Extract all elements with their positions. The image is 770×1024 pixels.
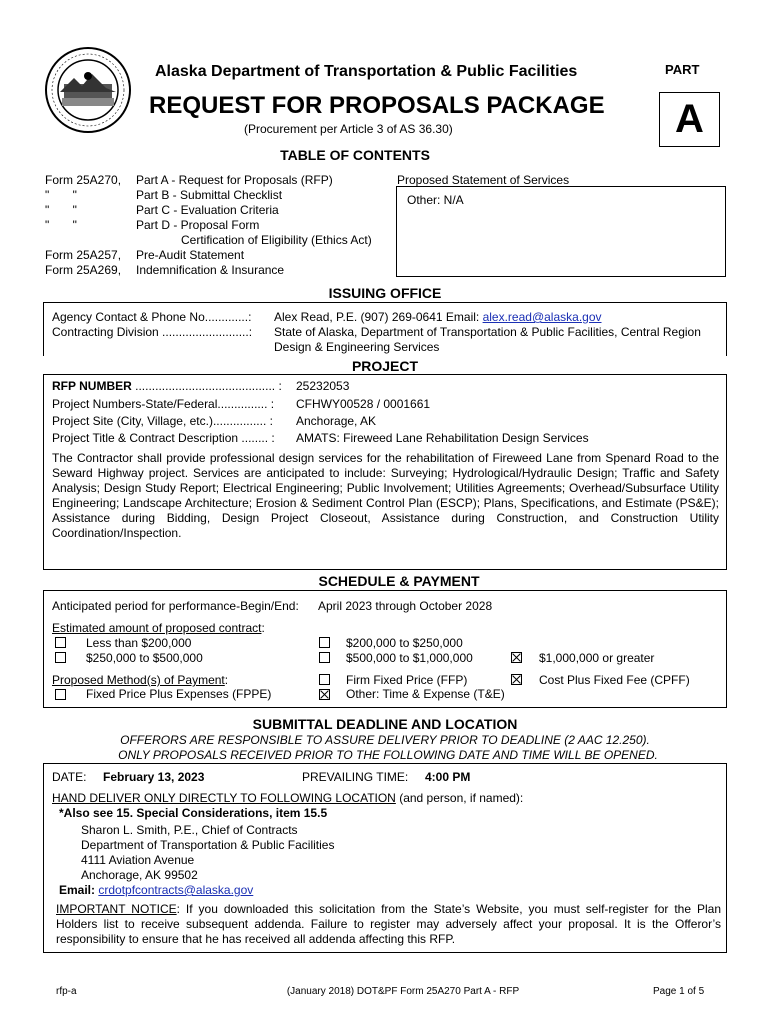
method-ffp-label: Firm Fixed Price (FFP) [346,673,468,687]
toc-row: Form 25A269, Indemnification & Insurance [45,263,285,277]
amount-500k-1m-checkbox[interactable] [319,652,330,663]
amount-250k-500k-checkbox[interactable] [55,652,66,663]
also-see-note: *Also see 15. Special Considerations, item 15.5 [59,806,328,820]
state-seal [44,46,132,134]
agency-name: Alaska Department of Transportation & Public Facilities [155,63,578,80]
date-value: February 13, 2023 [103,770,205,784]
delivery-address: Sharon L. Smith, P.E., Chief of Contracts Department of Transportation & Public Facilities 4111 Aviation Avenue Anchorage, AK 99502 [81,823,335,882]
part-letter: A [675,97,704,141]
page-subtitle: (Procurement per Article 3 of AS 36.30) [244,122,453,136]
toc-row: Form 25A257, Pre-Audit Statement [45,248,245,262]
project-site-value: Anchorage, AK [296,414,377,428]
project-site-label: Project Site (City, Village, etc.)................ : [52,414,273,428]
contact-label: Agency Contact & Phone No.............: [52,310,252,324]
toc-row: " " Part B - Submittal Checklist [45,188,283,202]
division-label: Contracting Division ..........................: [52,325,253,339]
pss-label: Proposed Statement of Services [397,173,570,187]
period-label: Anticipated period for performance-Begin/End: [52,599,299,613]
division-value-line1: State of Alaska, Department of Transportation & Public Facilities, Central Region [274,325,701,339]
rfp-number-value: 25232053 [296,379,350,393]
amount-over-1m-label: $1,000,000 or greater [539,651,655,665]
toc-list [45,173,395,278]
delivery-email: Email: crdotpfcontracts@alaska.gov [59,883,254,897]
amount-under-200k-checkbox[interactable] [55,637,66,648]
pss-other: Other: N/A [407,193,464,207]
footer-center: (January 2018) DOT&PF Form 25A270 Part A - RFP [286,986,520,997]
delivery-email-link[interactable]: crdotpfcontracts@alaska.gov [98,883,254,897]
project-title-value: AMATS: Fireweed Lane Rehabilitation Design Services [296,431,589,445]
contact-email-link[interactable]: alex.read@alaska.gov [482,310,602,324]
amount-200k-250k-checkbox[interactable] [319,637,330,648]
submittal-note-2: ONLY PROPOSALS RECEIVED PRIOR TO THE FOLLOWING DATE AND TIME WILL BE OPENED. [118,748,658,762]
method-other-label: Other: Time & Expense (T&E) [346,687,505,701]
footer-right: Page 1 of 5 [653,986,705,997]
method-fppe-label: Fixed Price Plus Expenses (FPPE) [86,687,272,701]
important-notice: IMPORTANT NOTICE: If you downloaded this solicitation from the State’s Website, you must self-register for the Plan Holders list to receive subsequent addenda. Failure to register may adversely affect your proposal. It is the Offeror’s responsibility to ensure that he has received all addenda affecting this RFP. [56,902,721,946]
submittal-title: SUBMITTAL DEADLINE AND LOCATION [252,716,518,732]
toc-row: Certification of Eligibility (Ethics Act) [181,233,372,247]
footer-left: rfp-a [56,986,77,997]
method-cpff-label: Cost Plus Fixed Fee (CPFF) [539,673,690,687]
method-label: Proposed Method(s) of Payment: [52,673,229,687]
method-cpff-checkbox[interactable] [511,674,522,685]
date-label: DATE: [52,770,87,784]
toc-row: Form 25A270, Part A - Request for Proposals (RFP) [45,173,333,187]
amount-label: Estimated amount of proposed contract: [52,621,265,635]
pss-box [396,186,726,277]
amount-under-200k-label: Less than $200,000 [86,636,192,650]
amount-250k-500k-label: $250,000 to $500,000 [86,651,203,665]
schedule-title: SCHEDULE & PAYMENT [318,573,480,589]
toc-row: " " Part C - Evaluation Criteria [45,203,279,217]
time-value: 4:00 PM [425,770,471,784]
period-value: April 2023 through October 2028 [318,599,493,613]
time-label: PREVAILING TIME: [302,770,409,784]
toc-title: TABLE OF CONTENTS [280,147,430,163]
part-letter-box [659,92,720,147]
part-label: PART [665,62,700,77]
page-title: REQUEST FOR PROPOSALS PACKAGE [149,92,605,119]
division-value-line2: Design & Engineering Services [274,340,440,354]
project-numbers-label: Project Numbers-State/Federal............... : [52,397,275,411]
rfp-number-label: RFP NUMBER .......................................... : [52,379,282,393]
method-ffp-checkbox[interactable] [319,674,330,685]
submittal-note-1: OFFERORS ARE RESPONSIBLE TO ASSURE DELIVERY PRIOR TO DEADLINE (2 AAC 12.250). [120,733,650,747]
amount-200k-250k-label: $200,000 to $250,000 [346,636,463,650]
issuing-title: ISSUING OFFICE [328,285,442,301]
amount-over-1m-checkbox[interactable] [511,652,522,663]
project-numbers-value: CFHWY00528 / 0001661 [296,397,431,411]
toc-row: " " Part D - Proposal Form [45,218,260,232]
project-title-label: Project Title & Contract Description ........ : [52,431,275,445]
contact-value: Alex Read, P.E. (907) 269-0641 Email: alex.read@alaska.gov [274,310,602,324]
method-other-checkbox[interactable] [319,689,330,700]
project-description: The Contractor shall provide professional design services for the rehabilitation of Fireweed Lane from Spenard Road to the Seward Highway project. Services are anticipated to include: Surveying; Hydrological/Hydraulic Design; Traffic and Safety Analysis; Design Study Report; Electrical Engineering; Public Involvement; Utilities Agreements; Overhead/Subsurface Utility Engineering; Landscape Architecture; Erosion & Sediment Control Plan (ESCP); Plans, Specifications, and Estimate (PS&E); Assistance during Bidding, Design Project Closeout, Assistance during Construction, and Construction Utility Coordination/Inspection. [52,451,719,540]
method-fppe-checkbox[interactable] [55,689,66,700]
amount-500k-1m-label: $500,000 to $1,000,000 [346,651,473,665]
project-title: PROJECT [351,358,419,374]
deliver-label: HAND DELIVER ONLY DIRECTLY TO FOLLOWING LOCATION (and person, if named): [52,791,524,805]
